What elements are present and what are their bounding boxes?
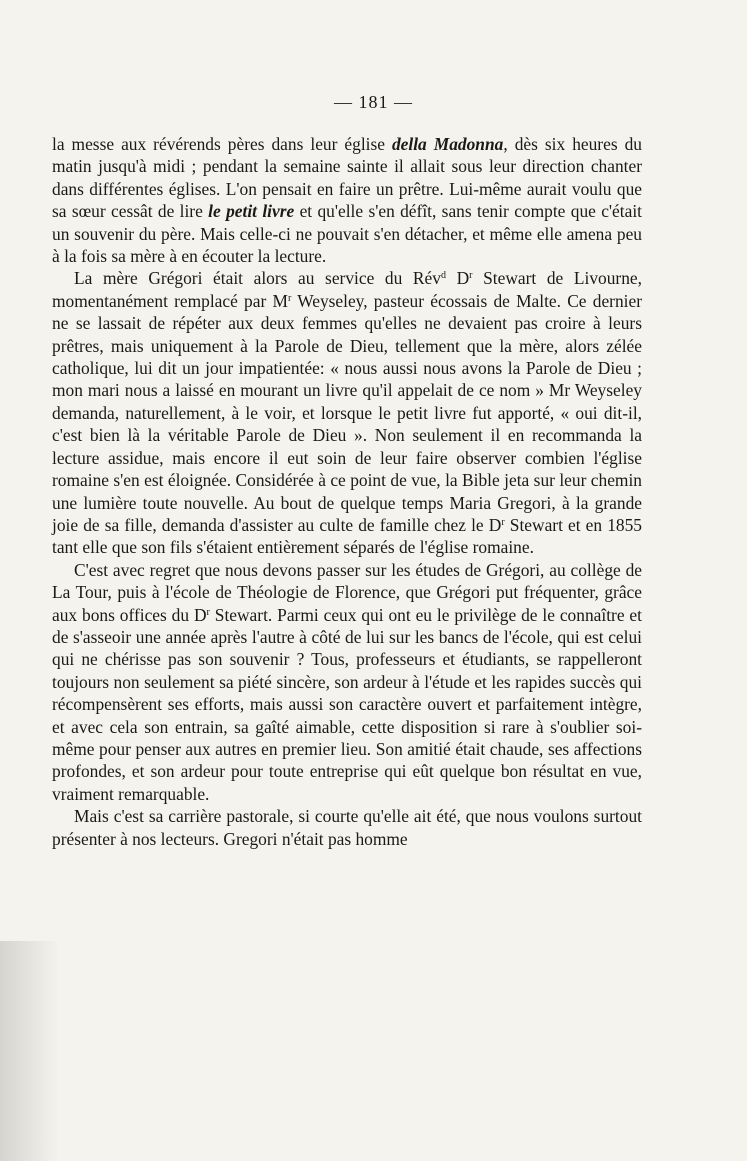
superscript: r [501, 516, 505, 528]
paragraph [52, 267, 642, 558]
italic-title: le petit livre [208, 201, 295, 222]
italic-title: della Madonna [391, 134, 504, 154]
superscript: r [469, 270, 473, 282]
body-text [52, 133, 642, 850]
text-run: Stewart de Livourne, momentanément remplacé par M [52, 268, 642, 311]
text-run: Stewart. Parmi ceux qui ont eu le privilège de le connaître et de s'asseoir une année après l'autre à côté de lui sur les bancs de l'école, qui est celui qui ne chérisse pas son souvenir ? Tous, professeurs et étudiants, se rappelleront toujours non seulement sa piété sincère, son ardeur à l'étude et les rapides succès qui récompensèrent ses efforts, mais aussi son caractère ouvert et parfaitement intègre, et avec cela son entrain, sa gaîté aimable, cette disposition si rare à s'oublier soi-même pour penser aux autres en premier lieu. Son amitié était chaude, ses affections profondes, et son ardeur pour toute entreprise qui eût quelque bon résultat en vue, vraiment remarquable. [52, 604, 642, 804]
superscript: d [440, 270, 446, 282]
text-run: Weyseley, pasteur écossais de Malte. Ce dernier ne se lassait de répéter aux deux femmes qu'elles ne devaient pas croire à leurs prêtres, mais uniquement à la Parole de Dieu, tellement que la mère, alors zélée catholique, lui dit un jour impatientée: « nous aussi nous avons la Parole de Dieu ; mon mari nous a laissé en mourant un livre qu'il appelait de ce nom » Mr Weyseley demanda, naturellement, à le voir, et lorsque le petit livre fut apporté, « oui dit-il, c'est bien là la véritable Parole de Dieu ». Non seulement il en recommanda la lecture assidue, mais encore il eut soin de leur faire observer combien l'église romaine s'en est éloignée. Considérée à ce point de vue, la Bible jeta sur leur chemin une lumière toute nouvelle. Au bout de quelque temps Maria Gregori, à la grande joie de sa fille, demanda d'assister au culte de famille chez le D [52, 290, 642, 535]
superscript: r [287, 292, 292, 304]
text-run: D [445, 268, 470, 289]
paragraph [52, 805, 642, 850]
superscript: r [206, 606, 210, 618]
scan-shadow [0, 941, 60, 1161]
text-run: et qu'elle s'en défît, sans tenir compte que c'était un souvenir du père. Mais celle-ci ne pouvait s'en détacher, et même elle amena peu à la fois sa mère à en écouter la lecture. [52, 201, 642, 267]
paragraph [52, 133, 642, 267]
text-run: la messe aux révérends pères dans leur église [52, 134, 392, 154]
text-run: C'est avec regret que nous devons passer sur les études de Grégori, au collège de La Tour, puis à l'école de Théologie de Florence, que Grégori put fréquenter, grâce aux bons offices du D [52, 559, 642, 625]
text-run: La mère Grégori était alors au service du Rév [74, 268, 441, 289]
page-number: — 181 — [334, 92, 413, 112]
text-run: Mais c'est sa carrière pastorale, si courte qu'elle ait été, que nous voulons surtout présenter à nos lecteurs. Gregori n'était pas homme [52, 806, 642, 849]
text-run: , dès six heures du matin jusqu'à midi ; pendant la semaine sainte il allait sous leur direction chanter dans différentes églises. L'on pensait en faire un prêtre. Lui-même aurait voulu que sa sœur cessât de lire [52, 134, 642, 222]
paragraph [52, 559, 642, 805]
text-run: Stewart et en 1855 tant elle que son fils s'étaient entièrement séparés de l'église romaine. [52, 514, 642, 558]
